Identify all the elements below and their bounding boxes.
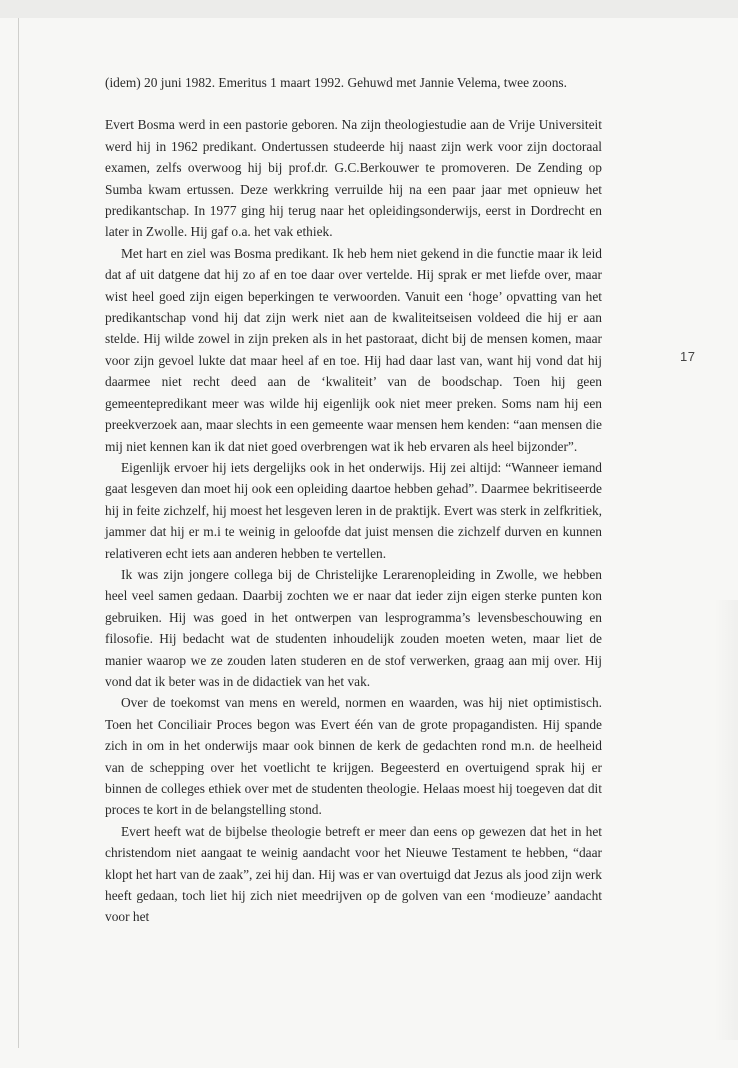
paragraph-toekomst: Over de toekomst van mens en wereld, normen en waarden, was hij niet optimistisch. Toen het Conciliair Proces begon was Evert één van de grote propagandisten. Hij spande zich in om in het onderwijs maar ook binnen de kerk de gedachten rond m.n. de heelheid van de schepping over het voetlicht te krijgen. Begeesterd en overtuigend sprak hij er binnen de colleges ethiek over met de studenten theologie. Helaas moest hij toegeven dat dit proces te kort in de belangstelling stond. [105, 695, 602, 818]
page-number: 17 [680, 349, 696, 364]
paragraph-intro: (idem) 20 juni 1982. Emeritus 1 maart 1992. Gehuwd met Jannie Velema, twee zoons. [105, 75, 567, 90]
body-text [105, 72, 602, 928]
paragraph-biography: Evert Bosma werd in een pastorie geboren. Na zijn theologiestudie aan de Vrije Universiteit werd hij in 1962 predikant. Ondertussen studeerde hij naast zijn werk voor zijn doctoraal examen, zelfs overwoog hij bij prof.dr. G.C.Berkouwer te promoveren. De Zending op Sumba kwam ertussen. Deze werkkring verruilde hij na een paar jaar met opnieuw het predikantschap. In 1977 ging hij terug naar het opleidingsonderwijs, eerst in Dordrecht en later in Zwolle. Hij gaf o.a. het vak ethiek. [105, 117, 602, 240]
page-top-edge [0, 0, 738, 18]
paragraph-predikant: Met hart en ziel was Bosma predikant. Ik heb hem niet gekend in die functie maar ik leid dat af uit datgene dat hij zo af en toe daar over vertelde. Hij sprak er met liefde over, maar wist heel goed zijn eigen beperkingen te verwoorden. Vanuit een ‘hoge’ opvatting van het predikantschap vond hij dat zijn werk niet aan de kwaliteitseisen voldeed die hij er aan stelde. Hij wilde zowel in zijn preken als in het pastoraat, dicht bij de mensen komen, maar voor zijn gevoel lukte dat maar heel af en toe. Hij had daar last van, want hij vond dat hij daarmee niet recht deed aan de ‘kwaliteit’ van de boodschap. Toen hij geen gemeentepredikant meer was wilde hij eigenlijk ook niet meer preken. Soms nam hij een preekverzoek aan, maar slechts in een gemeente waar mensen hem kenden: “aan mensen die mij niet kennen kan ik dat niet goed overbrengen wat ik heb ervaren als heel bijzonder”. [105, 245, 602, 454]
binding-line [18, 18, 19, 1048]
paragraph-theologie: Evert heeft wat de bijbelse theologie betreft er meer dan eens op gewezen dat het in het christendom niet aangaat te weinig aandacht voor het Nieuwe Testament te hebben, “daar klopt het hart van de zaak”, zei hij dan. Hij was er van overtuigd dat Jezus als jood zijn werk heeft gedaan, toch liet hij zich niet meedrijven op de golven van een ‘modieuze’ aandacht voor het [105, 823, 602, 925]
paragraph-collega: Ik was zijn jongere collega bij de Christelijke Lerarenopleiding in Zwolle, we hebben heel veel samen gedaan. Daarbij zochten we er naar dat ieder zijn eigen sterke punten kon gebruiken. Hij was goed in het ontwerpen van lesprogramma’s levensbeschouwing en filosofie. Hij bedacht wat de studenten inhoudelijk zouden moeten weten, maar liet de manier waarop we ze zouden laten studeren en de stof verwerken, graag aan mij over. Hij vond dat ik beter was in de didactiek van het vak. [105, 566, 602, 689]
page-shadow [714, 600, 738, 1040]
paragraph-onderwijs: Eigenlijk ervoer hij iets dergelijks ook in het onderwijs. Hij zei altijd: “Wanneer iemand gaat lesgeven dan moet hij ook een opleiding daartoe hebben gehad”. Daarmee bekritiseerde hij in feite zichzelf, hij moest het lesgeven leren in de praktijk. Evert was sterk in zelfkritiek, jammer dat hij er m.i te weinig in geloofde dat juist mensen die zichzelf durven en kunnen relativeren echt iets aan anderen hebben te vertellen. [105, 459, 602, 561]
